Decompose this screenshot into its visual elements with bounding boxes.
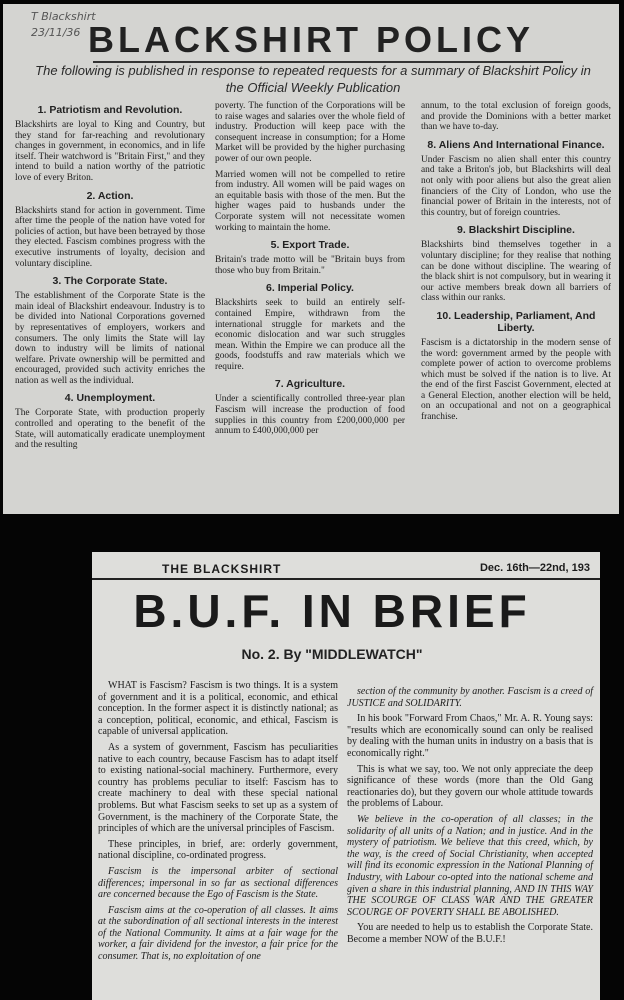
- newspaper-banner: [92, 560, 600, 580]
- article-byline: No. 2. By "MIDDLEWATCH": [241, 646, 423, 662]
- section-body: The Corporate State, with production properly controlled and operating to the benefit of the State, will automatically eradicate unemployment and the resulting: [15, 408, 205, 451]
- paragraph: These principles, in brief, are: orderly government, national discipline, co-ordinated progress.: [98, 838, 338, 862]
- section-heading: 1. Patriotism and Revolution.: [37, 104, 183, 116]
- clipping-subtitle: The following is published in response to repeated requests for a summary of Blackshirt Policy in the Official Weekly Publication: [35, 63, 591, 95]
- section-heading: 4. Unemployment.: [64, 392, 156, 405]
- paragraph: You are needed to help us to establish the Corporate State. Become a member NOW of the B.U.F.!: [347, 922, 593, 945]
- article-column-1: [98, 680, 338, 967]
- section-heading: 3. The Corporate State.: [52, 275, 168, 288]
- section-body: Blackshirts seek to build an entirely self-contained Empire, withdrawn from the international struggle for markets and the economic dislocation and war such struggles mean. Within the Empire we can produce all the goods, foodstuffs and raw materials which we require.: [215, 298, 405, 372]
- section-body: Blackshirts are loyal to King and Country, but they stand for far-reaching and revolutionary changes in government, in economics, and in life itself. Their watchword is "Britain First," and they intend to build a nation worthy of the patriotic love of every Briton.: [15, 120, 205, 183]
- section-body: annum, to the total exclusion of foreign goods, and provide the Dominions with a better market than we have to-day.: [421, 101, 611, 133]
- section-heading: 10. Leadership, Parliament, And Liberty.: [436, 309, 596, 334]
- pencil-annotation-source: T Blackshirt: [31, 10, 96, 23]
- clipping-title: BLACKSHIRT POLICY: [88, 19, 534, 60]
- article-title: B.U.F. IN BRIEF: [133, 585, 531, 637]
- section-heading: 8. Aliens And International Finance.: [427, 138, 605, 151]
- newspaper-name: THE BLACKSHIRT: [162, 562, 282, 576]
- section-heading: 6. Imperial Policy.: [266, 282, 354, 295]
- paragraph: We believe in the co-operation of all classes; in the solidarity of all units of a Nation; and in justice. And in the mystery of patriotism. We believe that this creed, which, by the way, is the creed of Social Christianity, when accepted will find its economic expression in the National Planning of Industry, with Labour co-opted into the national scheme and given a share in this industrial planning, AND IN THIS WAY THE SCOURGE OF CLASS WAR AND THE GREATER SCOURGE OF POVERTY SHALL BE ABOLISHED.: [347, 813, 593, 918]
- paragraph: In his book "Forward From Chaos," Mr. A. R. Young says: "results which are economically sound can only be realised by dealing with the human units in industry on a basis that is economically right.": [347, 713, 593, 759]
- policy-clipping: [3, 4, 619, 514]
- paragraph: This is what we say, too. We not only appreciate the deep significance of these words (more than the Old Gang reactionaries do), but they govern our whole attitude towards the problems of Labour.: [347, 763, 593, 810]
- section-heading: 9. Blackshirt Discipline.: [457, 224, 575, 237]
- section-heading: 5. Export Trade.: [270, 239, 350, 252]
- section-heading: 7. Agriculture.: [274, 378, 346, 391]
- section-body: Blackshirts bind themselves together in a voluntary discipline; for they realise that nothing can be done without discipline. The wearing of the black shirt is not compulsory, but in wearing it our active members break down all barriers of class within our ranks.: [421, 240, 611, 304]
- section-body: Under Fascism no alien shall enter this country and take a Briton's job, but Blackshirts will deal not only with poor aliens but also the great alien financiers of the City of London, who use the financial power of Britain in the interests, not of this country, but of foreign countries.: [421, 154, 611, 218]
- buf-brief-clipping: [92, 552, 600, 1000]
- section-body: poverty. The function of the Corporations will be to raise wages and salaries over the whole field of industry. Production will keep pace with the consequent increase in consumption; for a Home Market will be provided by the higher purchasing power of our own people.: [215, 101, 405, 164]
- section-body: Fascism is a dictatorship in the modern sense of the word: government armed by the people with complete power of action to overcome problems which must be solved if the nation is to live. At the end of the first Fascist Government, elected at a General Election, another election will be held, on an occupational and not on a geographical franchise.: [421, 337, 611, 423]
- article-column-2: [347, 686, 593, 949]
- paragraph: section of the community by another. Fascism is a creed of JUSTICE and SOLIDARITY.: [347, 686, 593, 709]
- policy-column-3: [421, 101, 611, 428]
- pencil-annotation-date: 23/11/36: [31, 26, 81, 39]
- policy-column-2: [215, 101, 405, 442]
- section-body: The establishment of the Corporate State is the main ideal of Blackshirt endeavour. Industry is to be divided into National Corporations governed by representatives of employers, workers and consumers. The only limits the State will lay down to industry will be limits of national welfare. Private ownership will be permitted and encouraged, provided such activity enriches the nation as well as the individual.: [15, 291, 205, 386]
- paragraph: As a system of government, Fascism has peculiarities native to each country, because Fascism has to adapt itself to existing national-social machinery. Furthermore, every country has problems peculiar to itself: Fascism has to create machinery to deal with these special national problems. But what Fascism seeks to set up as a system of Government, is the machinery of the Corporate State, the principles of which are the universal principles of Fascism.: [98, 741, 338, 835]
- paragraph: Fascism aims at the co-operation of all classes. It aims at the subordination of all sectional interests in the interest of the National Community. It aims at a fair wage for the worker, a fair dividend for the investor, a fair price for the consumer. That is, no exploitation of one: [98, 904, 338, 963]
- issue-date: Dec. 16th—22nd, 193: [479, 562, 590, 574]
- section-body: Under a scientifically controlled three-year plan Fascism will increase the production of food supplies in this country from £200,000,000 per annum to £400,000,000 per: [215, 394, 405, 437]
- paragraph: Fascism is the impersonal arbiter of sectional differences; impersonal in so far as sectional differences are concerned because the Ego of Fascism is the State.: [98, 865, 338, 901]
- section-body: Married women will not be compelled to retire from industry. All women will be paid wages on an equitable basis with those of the men. But the higher wages paid to husbands under the Corporate system will not necessitate women working to maintain the home.: [215, 169, 405, 233]
- section-body: Britain's trade motto will be "Britain buys from those who buy from Britain.": [215, 255, 405, 276]
- section-body: Blackshirts stand for action in government. Time after time the people of the nation have voted for policies of action, but have been betrayed by those they elected. Fascism combines progress with the executive instruments of loyalty, decision and voluntary discipline.: [15, 205, 205, 269]
- paragraph: WHAT is Fascism? Fascism is two things. It is a system of government and it is a political, economic, and ethical conception. In the former aspect it is distinctly national; as a conception, political, economic, and ethical, Fascism is capable of universal application.: [98, 680, 338, 738]
- section-heading: 2. Action.: [86, 189, 134, 202]
- policy-column-1: [15, 98, 205, 456]
